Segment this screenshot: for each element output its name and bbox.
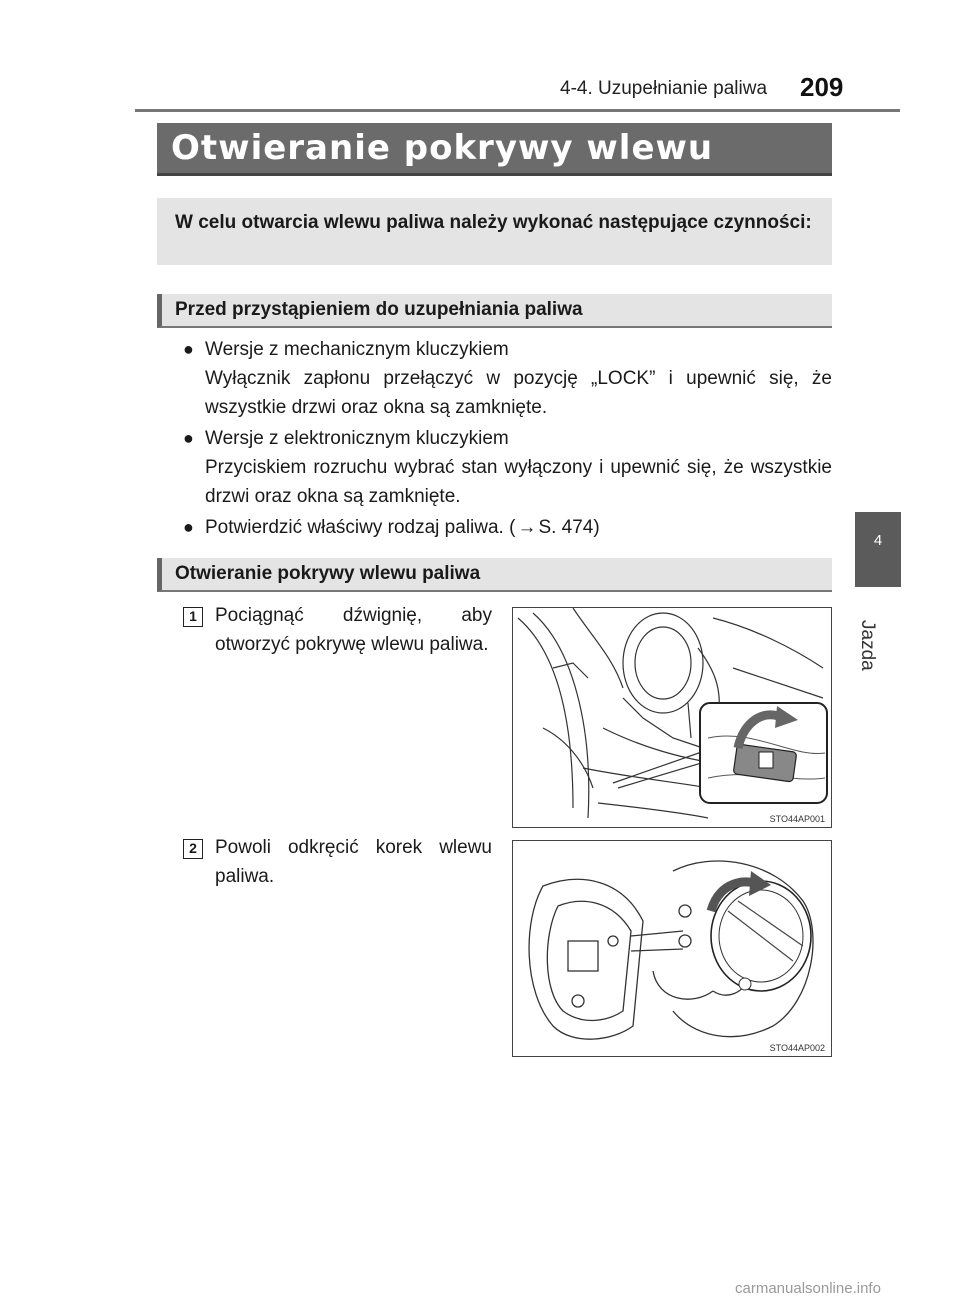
fuel-door-lever-illustration xyxy=(512,607,832,828)
fuel-cap-illustration xyxy=(512,840,832,1057)
page-number: 209 xyxy=(800,72,844,102)
bullet-body: Wyłącznik zapłonu przełączyć w pozycję „LOCK” i upewnić się, że wszystkie drzwi oraz okna są zamknięte. xyxy=(205,368,832,418)
chapter-tab-line xyxy=(855,585,901,587)
bullet-label: Wersje z mechanicznym kluczykiem xyxy=(205,339,509,360)
figure-code: STO44AP001 xyxy=(769,814,825,824)
fuel-cap-icon xyxy=(513,841,831,1056)
bullet-body: Przyciskiem rozruchu wybrać stan wyłączony i upewnić się, że wszystkie drzwi oraz okna są zamknięte. xyxy=(205,457,832,507)
bullet-icon: ● xyxy=(183,428,194,448)
step-number-box: 2 xyxy=(183,839,203,859)
watermark: carmanualsonline.info xyxy=(735,1280,881,1297)
chapter-number: 4 xyxy=(873,532,883,549)
fuel-type-text: Potwierdzić właściwy rodzaj paliwa. ( xyxy=(205,517,516,538)
section-heading-open-fuel-door xyxy=(157,558,832,592)
figure-code: STO44AP002 xyxy=(769,1043,825,1053)
section-heading-text: Otwieranie pokrywy wlewu paliwa xyxy=(175,563,481,584)
step-number-box: 1 xyxy=(183,607,203,627)
section-heading-text: Przed przystąpieniem do uzupełniania paliwa xyxy=(175,299,583,320)
bullet-label: Wersje z elektronicznym kluczykiem xyxy=(205,428,509,449)
fuel-door-lever-icon xyxy=(513,608,831,827)
title-bar xyxy=(157,123,832,176)
page-title: Otwieranie pokrywy wlewu xyxy=(171,128,714,168)
header-rule xyxy=(135,109,900,112)
intro-box xyxy=(157,198,832,265)
step-text: Powoli odkręcić korek wlewu paliwa. xyxy=(215,837,492,887)
section-heading-before-refuel xyxy=(157,294,832,328)
section-header: 4-4. Uzupełnianie paliwa xyxy=(560,78,768,99)
bullet-icon: ● xyxy=(183,339,194,359)
bullet-label xyxy=(205,513,600,542)
arrow-icon: → xyxy=(517,517,537,538)
bullet-icon: ● xyxy=(183,517,194,537)
intro-text: W celu otwarcia wlewu paliwa należy wykonać następujące czynności: xyxy=(175,212,812,233)
page-reference-link[interactable]: S. 474) xyxy=(538,517,600,538)
step-text: Pociągnąć dźwignię, aby otworzyć pokrywę wlewu paliwa. xyxy=(215,605,492,655)
